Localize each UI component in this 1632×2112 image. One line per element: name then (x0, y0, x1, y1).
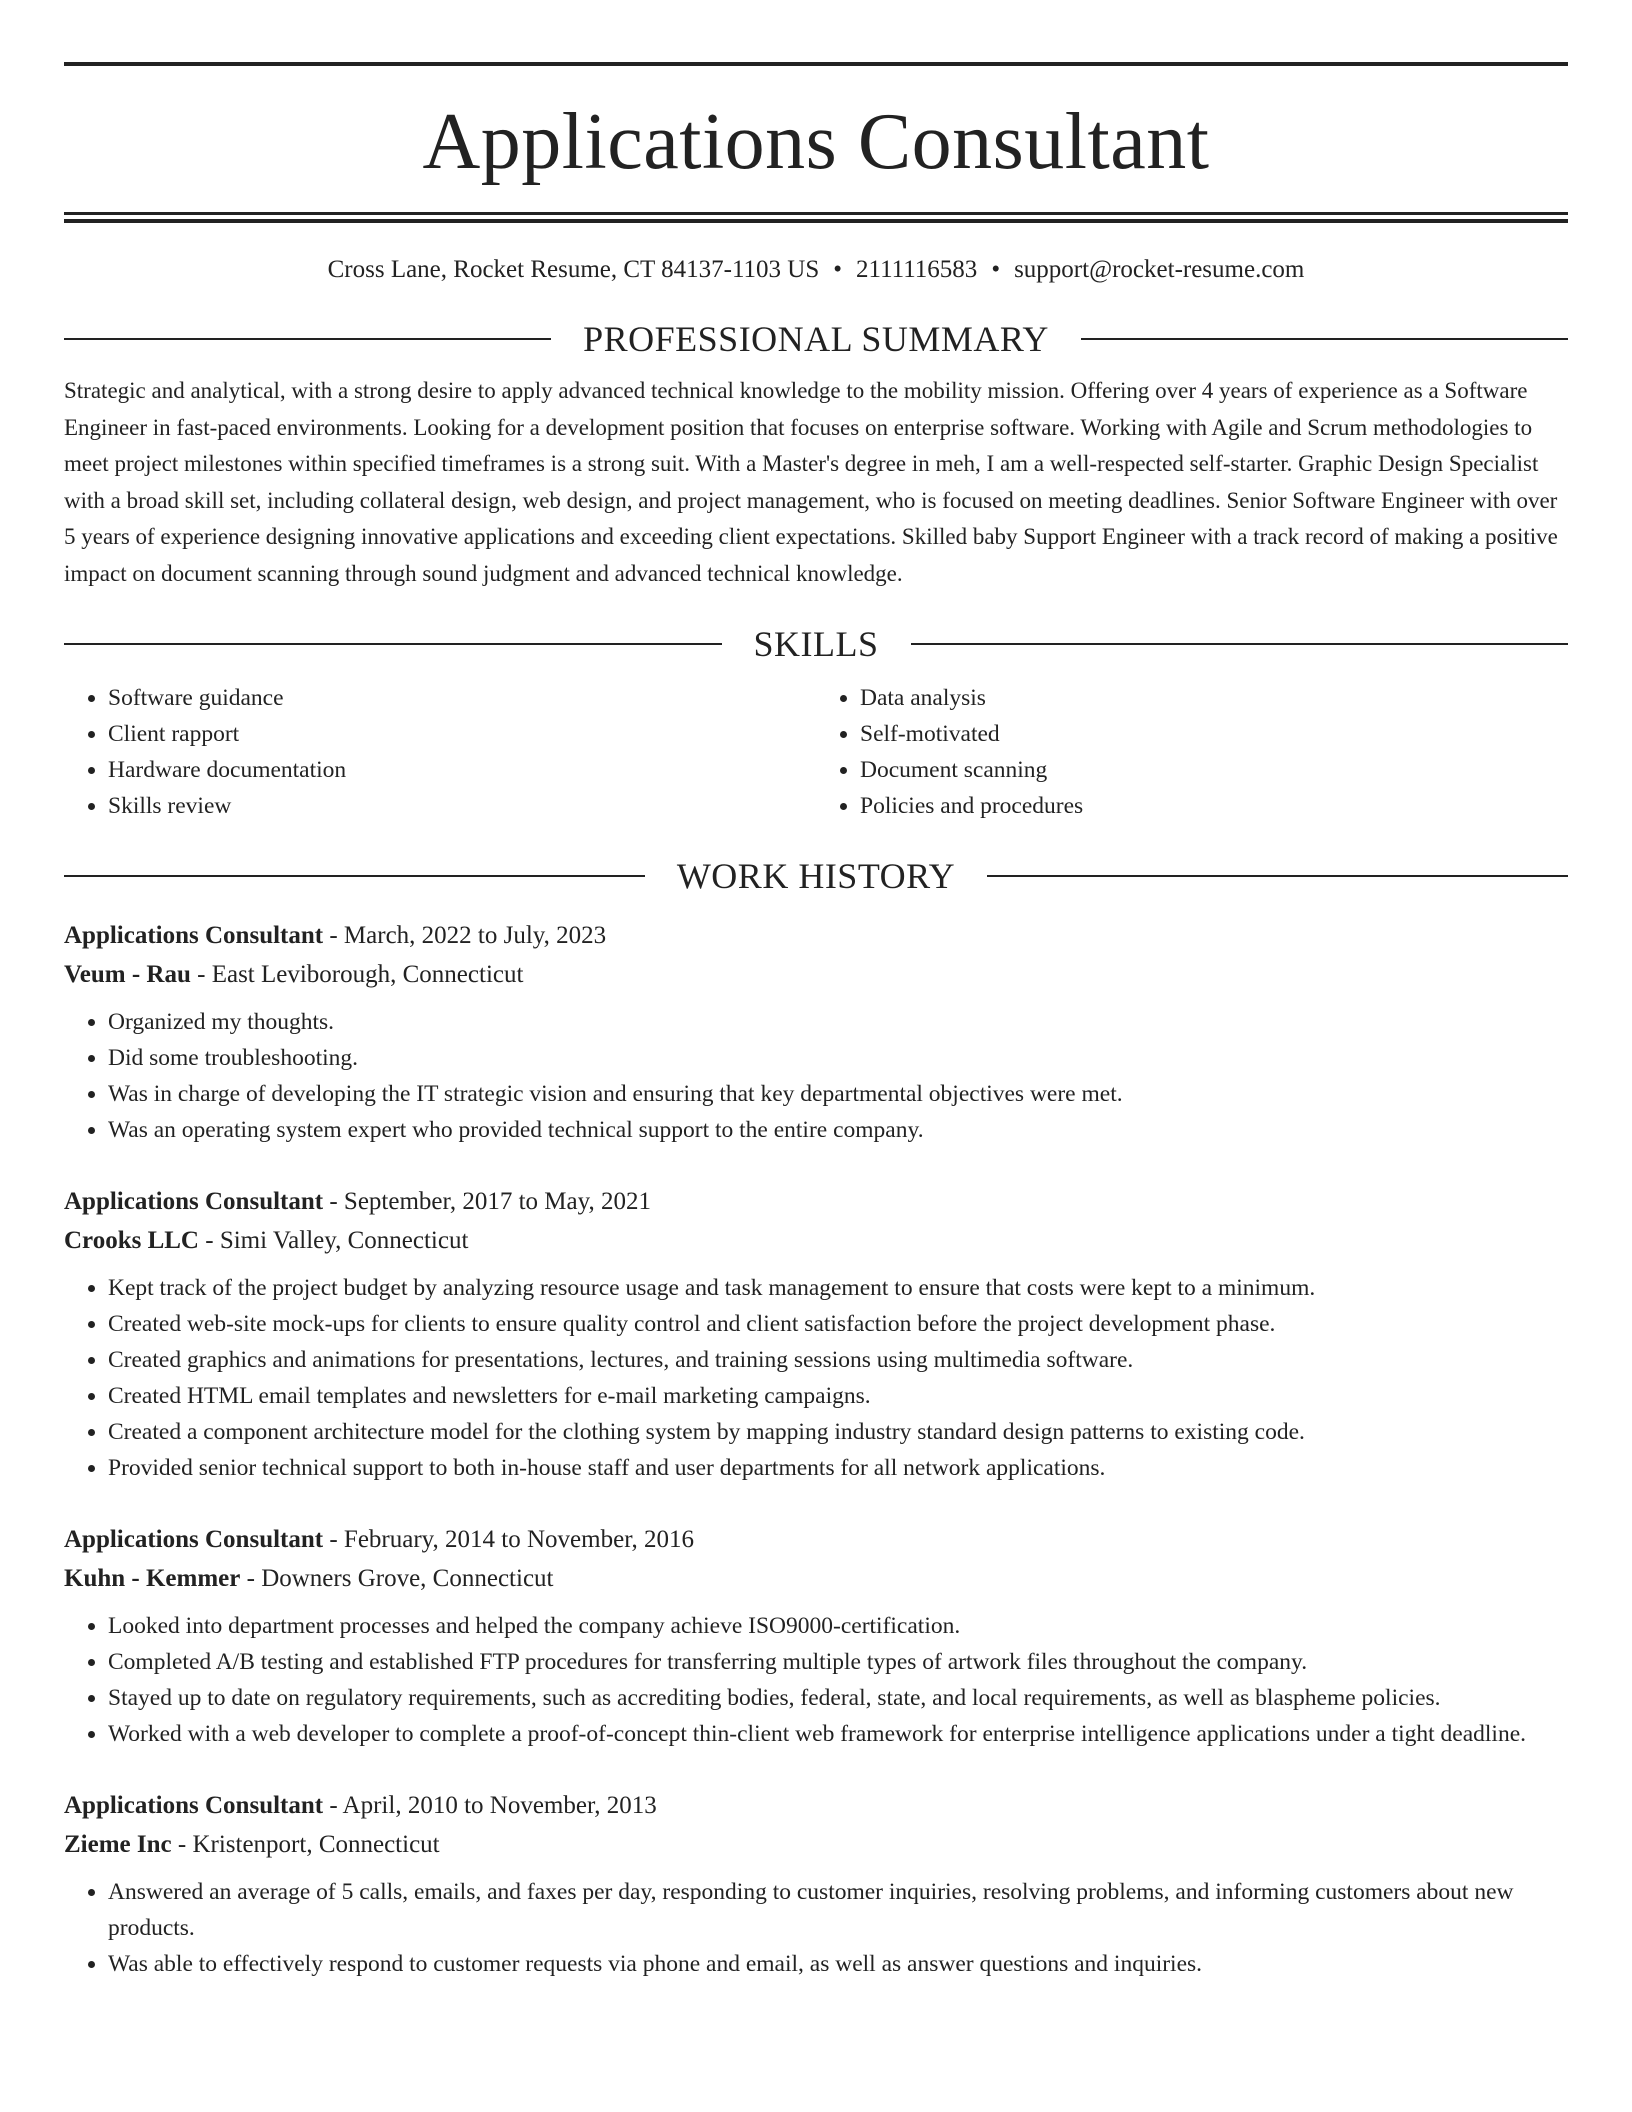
job-dates: - March, 2022 to July, 2023 (329, 922, 607, 949)
work-history-list (64, 916, 1568, 1982)
job-bullet: • Kept track of the project budget by analyzing resource usage and task management to ensure that costs were kept to a minimum. (108, 1270, 1568, 1306)
job-title-line (64, 1520, 1568, 1559)
job-bullet: • Created web-site mock-ups for clients to ensure quality control and client satisfaction before the project development phase. (108, 1306, 1568, 1342)
job-title: Applications Consultant (64, 922, 324, 949)
job-bullets (64, 1874, 1568, 1982)
job-company: Crooks LLC (64, 1227, 199, 1254)
top-rule (64, 62, 1568, 66)
job-bullet: • Stayed up to date on regulatory requirements, such as accrediting bodies, federal, state, and local requirements, as well as blaspheme policies. (108, 1680, 1568, 1716)
summary-text: Strategic and analytical, with a strong desire to apply advanced technical knowledge to the mobility mission. Offering over 4 years of experience as a Software Engineer in fast-paced environments. Looking for a development position that focuses on enterprise software. Working with Agile and Scrum methodologies to meet project milestones within specified timeframes is a strong suit. With a Master's degree in meh, I am a well-respected self-starter. Graphic Design Specialist with a broad skill set, including collateral design, web design, and project management, who is focused on meeting deadlines. Senior Software Engineer with over 5 years of experience designing innovative applications and exceeding client expectations. Skilled baby Support Engineer with a track record of making a positive impact on document scanning through sound judgment and advanced technical knowledge. (64, 378, 1558, 586)
job-dates: - February, 2014 to November, 2016 (329, 1526, 695, 1553)
job-bullets (64, 1270, 1568, 1486)
skills-column-left (64, 680, 816, 824)
skill-item: • Policies and procedures (860, 788, 1568, 824)
job-bullet: • Created HTML email templates and newsletters for e-mail marketing campaigns. (108, 1378, 1568, 1414)
skill-item: • Self-motivated (860, 716, 1568, 752)
heading-rule (64, 875, 645, 877)
job-bullet: • Created a component architecture model for the clothing system by mapping industry standard design patterns to existing code. (108, 1414, 1568, 1450)
job-bullets (64, 1004, 1568, 1148)
job-dates: - April, 2010 to November, 2013 (329, 1792, 657, 1819)
job-entry (64, 1786, 1568, 1982)
job-bullet: • Did some troubleshooting. (108, 1040, 1568, 1076)
skills-heading (64, 622, 1568, 666)
contact-line (64, 253, 1568, 287)
job-title-line (64, 916, 1568, 955)
job-bullet: • Completed A/B testing and established FTP procedures for transferring multiple types of artwork files throughout the company. (108, 1644, 1568, 1680)
heading-rule (64, 338, 551, 340)
skills-title: SKILLS (753, 624, 879, 664)
job-company-line (64, 1221, 1568, 1260)
job-location: - Kristenport, Connecticut (177, 1831, 440, 1858)
double-rule (64, 212, 1568, 223)
job-company-line (64, 1825, 1568, 1864)
skill-item: • Hardware documentation (108, 752, 816, 788)
job-bullet: • Answered an average of 5 calls, emails, and faxes per day, responding to customer inquiries, resolving problems, and informing customers about new products. (108, 1874, 1568, 1946)
work-title: WORK HISTORY (676, 856, 956, 896)
job-company: Veum - Rau (64, 961, 191, 988)
heading-rule (1081, 338, 1568, 340)
job-bullet: • Worked with a web developer to complete a proof-of-concept thin-client web framework for enterprise intelligence applications under a tight deadline. (108, 1716, 1568, 1752)
job-company-line (64, 955, 1568, 994)
job-entry (64, 1182, 1568, 1486)
job-company-line (64, 1559, 1568, 1598)
contact-email: support@rocket-resume.com (1014, 256, 1305, 283)
job-location: - East Leviborough, Connecticut (197, 961, 524, 988)
summary-heading (64, 317, 1568, 361)
skill-item: • Document scanning (860, 752, 1568, 788)
job-location: - Simi Valley, Connecticut (205, 1227, 469, 1254)
skill-item: • Software guidance (108, 680, 816, 716)
contact-phone: 2111116583 (856, 256, 978, 283)
job-dates: - September, 2017 to May, 2021 (329, 1188, 651, 1215)
contact-address: Cross Lane, Rocket Resume, CT 84137-1103 US (327, 256, 820, 283)
job-bullet: • Organized my thoughts. (108, 1004, 1568, 1040)
job-bullet: • Provided senior technical support to both in-house staff and user departments for all network applications. (108, 1450, 1568, 1486)
heading-rule (987, 875, 1568, 877)
job-bullet: • Was able to effectively respond to customer requests via phone and email, as well as answer questions and inquiries. (108, 1946, 1568, 1982)
job-entry (64, 916, 1568, 1148)
contact-separator: • (991, 256, 1001, 283)
skill-item: • Skills review (108, 788, 816, 824)
skill-item: • Data analysis (860, 680, 1568, 716)
job-company: Zieme Inc (64, 1831, 172, 1858)
job-title-line (64, 1182, 1568, 1221)
job-company: Kuhn - Kemmer (64, 1565, 241, 1592)
job-bullet: • Was an operating system expert who provided technical support to the entire company. (108, 1112, 1568, 1148)
job-bullets (64, 1608, 1568, 1752)
heading-rule (911, 643, 1569, 645)
job-bullet: • Created graphics and animations for presentations, lectures, and training sessions using multimedia software. (108, 1342, 1568, 1378)
summary-title: PROFESSIONAL SUMMARY (583, 319, 1049, 359)
job-title: Applications Consultant (64, 1188, 324, 1215)
skills-list (64, 680, 1568, 824)
job-title-line (64, 1786, 1568, 1825)
contact-separator: • (833, 256, 843, 283)
heading-rule (64, 643, 722, 645)
job-entry (64, 1520, 1568, 1752)
job-bullet: • Was in charge of developing the IT strategic vision and ensuring that key departmental objectives were met. (108, 1076, 1568, 1112)
job-title: Applications Consultant (64, 1526, 324, 1553)
skills-column-right (816, 680, 1568, 824)
job-bullet: • Looked into department processes and helped the company achieve ISO9000-certification. (108, 1608, 1568, 1644)
skill-item: • Client rapport (108, 716, 816, 752)
work-heading (64, 854, 1568, 898)
job-location: - Downers Grove, Connecticut (246, 1565, 554, 1592)
job-title: Applications Consultant (64, 1792, 324, 1819)
resume-name: Applications Consultant (422, 98, 1210, 186)
